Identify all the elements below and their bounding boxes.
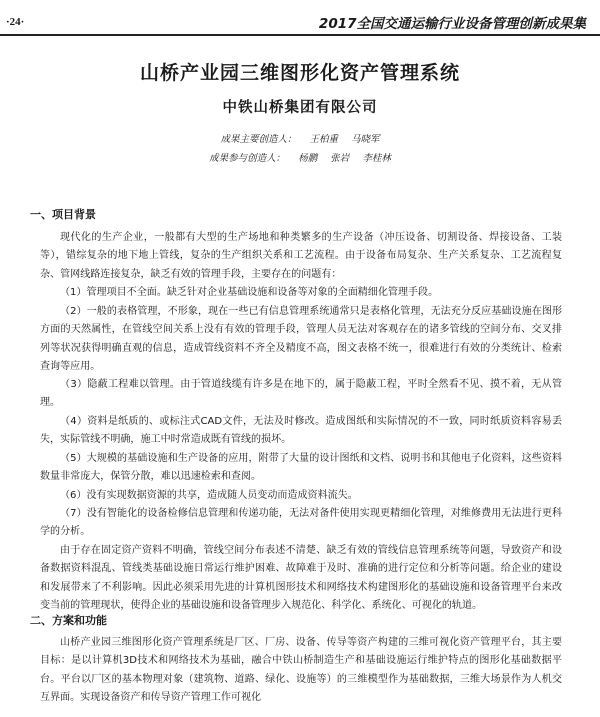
participant-name: 杨鹏 <box>298 153 318 164</box>
main-creators-label: 成果主要创造人： <box>220 134 297 145</box>
page-number: ·24· <box>6 16 25 28</box>
organization-name: 中铁山桥集团有限公司 <box>222 100 378 116</box>
participant-name: 张岩 <box>330 153 350 164</box>
creator-name: 马晓军 <box>351 134 380 145</box>
participant-name: 李桂林 <box>362 153 391 164</box>
paragraph: 由于存在固定资产资料不明确，管线空间分布表述不清楚、缺乏有效的管线信息管理系统等问题，导致资产和设备数据资料混乱、管线类基础设施日常运行维护困难、故障难于及时、准确的进行定位和分析等问题。给企业的建设和发展带来了不利影响。因此必须采用先进的计算机图形技术和网络技术构建图形化的基础设施和设备管理平台来改变当前的管理现状，使得企业的基础设施和设备管理步入规范化、科学化、系统化、可视化的轨道。 <box>40 545 562 612</box>
paragraph: （5）大规模的基础设施和生产设备的应用，附带了大量的设计图纸和文档、说明书和其他电子化资料，这些资料数量非常庞大，保管分散，难以迅速检索和查阅。 <box>40 453 562 483</box>
paragraph: 现代化的生产企业，一般都有大型的生产场地和种类繁多的生产设备（冲压设备、切割设备、焊接设备、工装等），错综复杂的地下地上管线，复杂的生产组织关系和工艺流程。由于设备布局复杂、生产关系复杂、工艺流程复杂、管网线路连接复杂，缺乏有效的管理手段，主要存在的问题有： <box>40 232 562 280</box>
creator-name: 王柏重 <box>309 134 338 145</box>
paragraph: （3）隐蔽工程难以管理。由于管道线缆有许多是在地下的，属于隐蔽工程，平时全然看不见、摸不着，无从管理。 <box>40 379 562 409</box>
paragraph: （1）管理项目不全面。缺乏针对企业基础设施和设备等对象的全面精细化管理手段。 <box>60 287 439 298</box>
page-header <box>0 6 600 36</box>
paragraph: 山桥产业园三维图形化资产管理系统是厂区、厂房、设备、传导等资产构建的三维可视化资产管理平台，其主要目标：是以计算机3D技术和网络技术为基础，融合中铁山桥制造生产和基础设施运行维护特点的图形化基础数据平台。平台以厂区的基本物理对象（建筑物、道路、绿化、设施等）的三维模型作为基础数据，三维大场景作为人机交互界面。实现设备资产和传导资产管理工作可视化 <box>40 637 562 704</box>
paragraph: （6）没有实现数据资源的共享，造成随人员变动而造成资料流失。 <box>60 490 358 501</box>
main-creators-line <box>0 131 600 145</box>
participants-label: 成果参与创造人： <box>209 153 286 164</box>
participants-line <box>0 150 600 164</box>
section-heading: 二、方案和功能 <box>30 614 107 627</box>
section-heading: 一、项目背景 <box>30 208 96 221</box>
paragraph: （4）资料是纸质的、或标注式CAD文件，无法及时修改。造成图纸和实际情况的不一致，同时纸质资料容易丢失，实际管线不明确，施工中时常造成既有管线的损坏。 <box>40 416 562 446</box>
paragraph: （7）没有智能化的设备检修信息管理和传递功能，无法对备件使用实现更精细化管理，对维修费用无法进行更科学的分析。 <box>40 508 562 538</box>
journal-title: 2017全国交通运输行业设备管理创新成果集 <box>318 16 586 32</box>
paragraph: （2）一般的表格管理，不形象，现在一些已有信息管理系统通常只是表格化管理，无法充分反应基础设施在图形方面的天然属性，在管线空间关系上没有有效的管理手段，管理人员无法对客观存在的诸多管线的空间分布、交叉排列等状况获得明确直观的信息，造成管线资料不齐全及精度不高，图文表格不统一，很难进行有效的分类统计、检索查询等应用。 <box>40 306 562 373</box>
article-title: 山桥产业园三维图形化资产管理系统 <box>139 62 460 84</box>
